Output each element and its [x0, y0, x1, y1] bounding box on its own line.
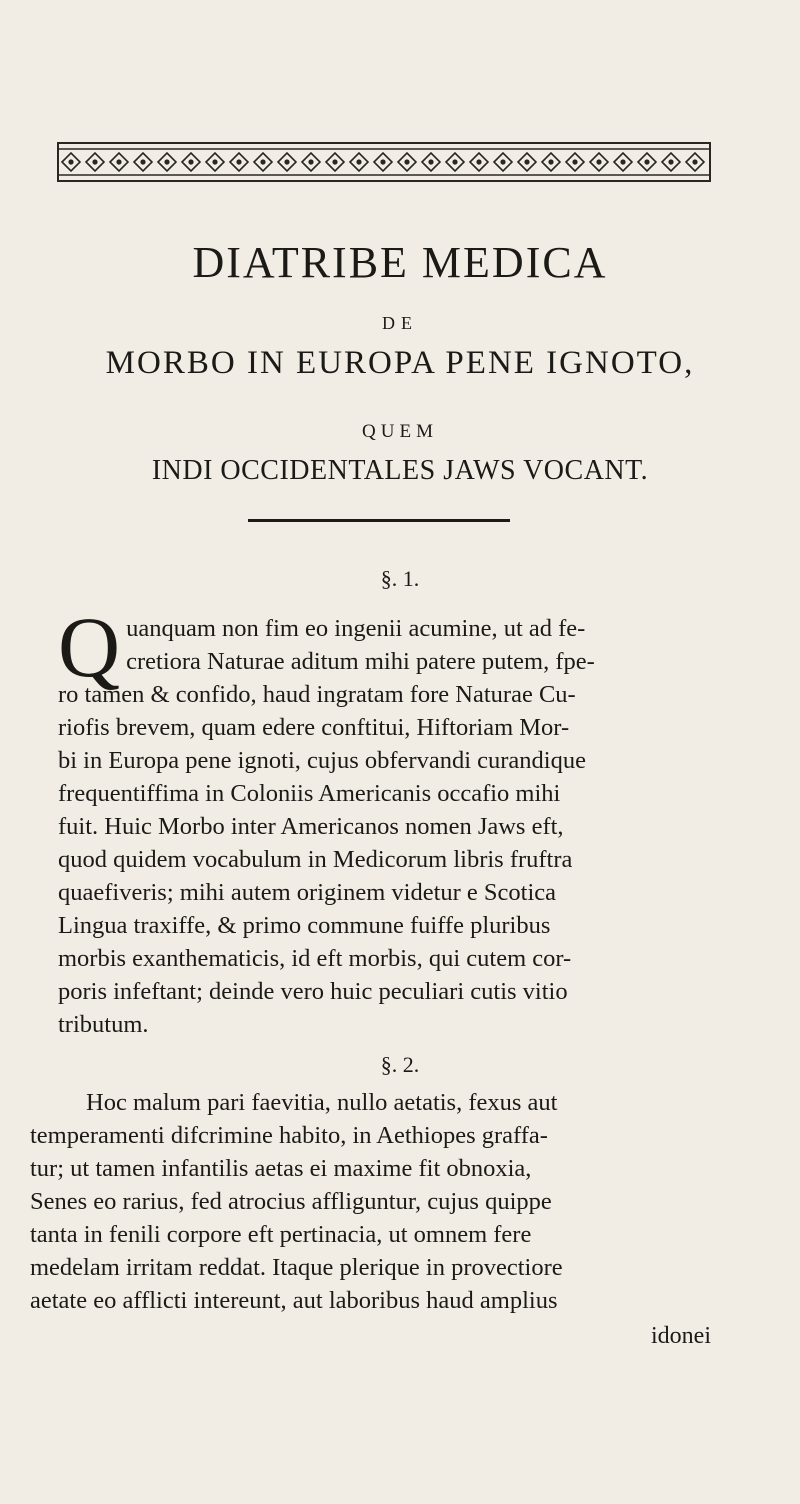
- text-line: ro tamen & confido, haud ingratam fore Naturae Cu-: [58, 681, 576, 708]
- text-line: bi in Europa pene ignoti, cujus obfervandi curandique: [58, 747, 586, 774]
- ornament-dot: [380, 159, 385, 164]
- ornament-dot: [500, 159, 505, 164]
- ornament-dot: [668, 159, 673, 164]
- text-line: medelam irritam reddat. Itaque plerique in provectiore: [30, 1254, 563, 1281]
- section-2-heading: §. 2.: [380, 1052, 420, 1077]
- title-quem: QUEM: [362, 421, 438, 442]
- title-subject-continued: INDI OCCIDENTALES JAWS VOCANT.: [151, 455, 649, 486]
- catchword: idonei: [651, 1323, 711, 1349]
- text-line: uanquam non fim eo ingenii acumine, ut ad fe-: [126, 615, 586, 642]
- ornament-dot: [596, 159, 601, 164]
- ornament-dot: [620, 159, 625, 164]
- page-title: DIATRIBE MEDICA: [192, 238, 608, 287]
- text-line: tanta in fenili corpore eft pertinacia, ut omnem fere: [30, 1221, 532, 1248]
- section-1-heading: §. 1.: [380, 566, 420, 591]
- paragraph-1: [58, 599, 708, 1041]
- text-line: Hoc malum pari faevitia, nullo aetatis, fexus aut: [86, 1089, 558, 1116]
- ornament-dot: [260, 159, 265, 164]
- ornament-dot: [164, 159, 169, 164]
- ornament-dot: [212, 159, 217, 164]
- ornament-dot: [140, 159, 145, 164]
- ornament-dot: [452, 159, 457, 164]
- text-line: aetate eo afflicti intereunt, aut laboribus haud amplius: [30, 1287, 558, 1314]
- ornament-dot: [116, 159, 121, 164]
- drop-cap: Q: [58, 599, 121, 695]
- ornament-dot: [404, 159, 409, 164]
- text-line: quod quidem vocabulum in Medicorum libris fruftra: [58, 846, 573, 873]
- text-line: Lingua traxiffe, & primo commune fuiffe pluribus: [58, 912, 551, 939]
- ornament-dot: [92, 159, 97, 164]
- ornament-dot: [644, 159, 649, 164]
- text-line: Senes eo rarius, fed atrocius affliguntur, cujus quippe: [30, 1188, 552, 1215]
- ornament-dot: [308, 159, 313, 164]
- title-rule: [248, 519, 510, 522]
- ornament-dot: [332, 159, 337, 164]
- ornament-dot: [356, 159, 361, 164]
- title-de: DE: [382, 313, 418, 333]
- text-line: tributum.: [58, 1011, 149, 1038]
- text-line: fuit. Huic Morbo inter Americanos nomen Jaws eft,: [58, 813, 564, 840]
- text-line: tur; ut tamen infantilis aetas ei maxime fit obnoxia,: [30, 1155, 532, 1182]
- text-line: poris infeftant; deinde vero huic peculiari cutis vitio: [58, 978, 568, 1005]
- text-line: frequentiffima in Coloniis Americanis occafio mihi: [58, 780, 561, 807]
- title-subject: MORBO IN EUROPA PENE IGNOTO,: [105, 345, 695, 381]
- text-line: morbis exanthematicis, id eft morbis, qui cutem cor-: [58, 945, 572, 972]
- ornament-dot: [548, 159, 553, 164]
- ornament-dot: [284, 159, 289, 164]
- text-line: temperamenti difcrimine habito, in Aethiopes graffa-: [30, 1122, 548, 1149]
- decorative-border-ornament: [57, 142, 711, 182]
- text-line: riofis brevem, quam edere conftitui, Hiftoriam Mor-: [58, 714, 570, 741]
- ornament-dot: [428, 159, 433, 164]
- ornament-dot: [236, 159, 241, 164]
- ornament-dot: [188, 159, 193, 164]
- ornament-dot: [524, 159, 529, 164]
- text-line: cretiora Naturae aditum mihi patere putem, fpe-: [126, 648, 595, 675]
- paragraph-2: [30, 1086, 708, 1317]
- ornament-dot: [692, 159, 697, 164]
- text-line: quaefiveris; mihi autem originem videtur e Scotica: [58, 879, 557, 906]
- ornament-dot: [476, 159, 481, 164]
- ornament-dot: [68, 159, 73, 164]
- ornament-dot: [572, 159, 577, 164]
